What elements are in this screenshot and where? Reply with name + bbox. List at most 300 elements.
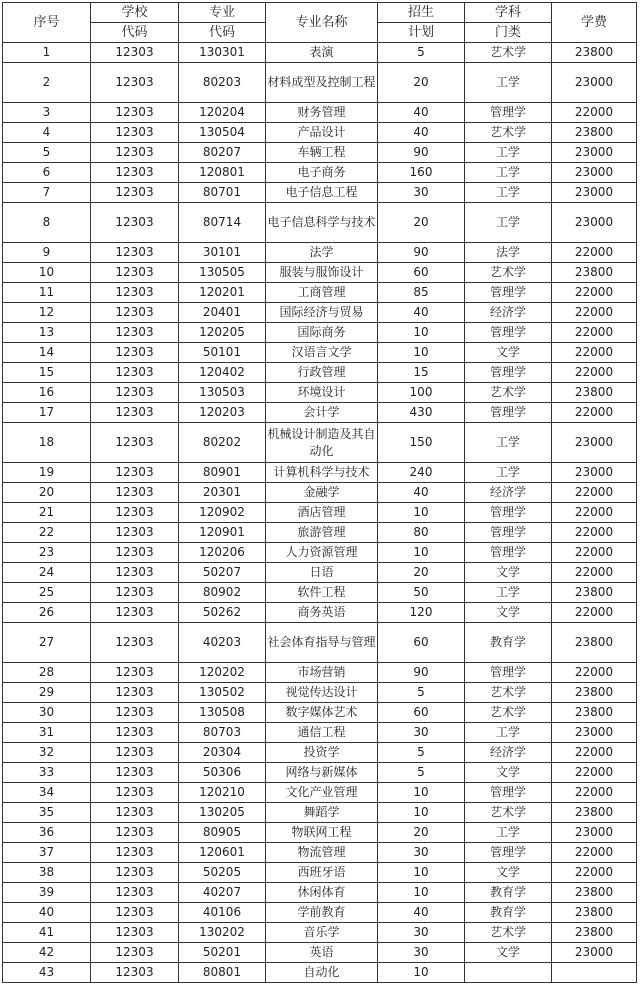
- cell-major-code: 120402: [179, 363, 266, 383]
- cell-seq: 18: [3, 423, 91, 463]
- cell-seq: 36: [3, 823, 91, 843]
- table-row: [3, 463, 637, 483]
- cell-category: 法学: [465, 243, 552, 263]
- cell-category: 工学: [465, 63, 552, 103]
- cell-seq: 4: [3, 123, 91, 143]
- cell-major-name: 物联网工程: [266, 823, 378, 843]
- cell-category: 管理学: [465, 523, 552, 543]
- cell-plan: 150: [378, 423, 465, 463]
- cell-major-code: 130505: [179, 263, 266, 283]
- cell-major-code: 50207: [179, 563, 266, 583]
- cell-seq: 23: [3, 543, 91, 563]
- table-row: [3, 803, 637, 823]
- cell-fee: 23800: [552, 123, 637, 143]
- cell-school-code: 12303: [91, 423, 179, 463]
- cell-major-code: 50306: [179, 763, 266, 783]
- cell-seq: 7: [3, 183, 91, 203]
- cell-major-code: 80801: [179, 963, 266, 983]
- cell-major-name: 文化产业管理: [266, 783, 378, 803]
- cell-fee: 22000: [552, 483, 637, 503]
- table-row: [3, 43, 637, 63]
- cell-school-code: 12303: [91, 603, 179, 623]
- cell-major-name: 表演: [266, 43, 378, 63]
- cell-major-name: 国际经济与贸易: [266, 303, 378, 323]
- cell-fee: 22000: [552, 363, 637, 383]
- table-row: [3, 883, 637, 903]
- cell-major-name: 西班牙语: [266, 863, 378, 883]
- table-row: [3, 663, 637, 683]
- cell-major-name: 工商管理: [266, 283, 378, 303]
- cell-major-code: 120201: [179, 283, 266, 303]
- cell-major-code: 50262: [179, 603, 266, 623]
- cell-major-name: 酒店管理: [266, 503, 378, 523]
- cell-major-name: 电子信息科学与技术: [266, 203, 378, 243]
- cell-major-code: 80701: [179, 183, 266, 203]
- cell-category: 管理学: [465, 843, 552, 863]
- cell-fee: 23000: [552, 943, 637, 963]
- cell-major-code: 130301: [179, 43, 266, 63]
- cell-major-name: 投资学: [266, 743, 378, 763]
- header-plan-bottom: 计划: [378, 23, 465, 43]
- cell-category: 艺术学: [465, 43, 552, 63]
- cell-plan: 10: [378, 883, 465, 903]
- cell-major-code: 130504: [179, 123, 266, 143]
- cell-seq: 1: [3, 43, 91, 63]
- cell-school-code: 12303: [91, 363, 179, 383]
- cell-fee: 22000: [552, 663, 637, 683]
- table-row: [3, 703, 637, 723]
- cell-school-code: 12303: [91, 143, 179, 163]
- cell-major-name: 物流管理: [266, 843, 378, 863]
- cell-fee: 22000: [552, 523, 637, 543]
- table-row: [3, 943, 637, 963]
- cell-major-code: 120202: [179, 663, 266, 683]
- cell-seq: 27: [3, 623, 91, 663]
- cell-plan: 120: [378, 603, 465, 623]
- cell-category: 文学: [465, 603, 552, 623]
- header-school-code-bottom: 代码: [91, 23, 179, 43]
- cell-fee: 23000: [552, 63, 637, 103]
- cell-fee: 22000: [552, 243, 637, 263]
- cell-seq: 17: [3, 403, 91, 423]
- header-fee: 学费: [552, 3, 637, 43]
- cell-plan: 50: [378, 583, 465, 603]
- cell-category: 工学: [465, 203, 552, 243]
- cell-fee: 22000: [552, 403, 637, 423]
- cell-school-code: 12303: [91, 463, 179, 483]
- cell-school-code: 12303: [91, 203, 179, 243]
- cell-major-code: 120206: [179, 543, 266, 563]
- cell-plan: 5: [378, 43, 465, 63]
- cell-fee: 23800: [552, 923, 637, 943]
- cell-fee: 23800: [552, 383, 637, 403]
- table-row: [3, 423, 637, 463]
- cell-fee: 23000: [552, 183, 637, 203]
- cell-major-name: 产品设计: [266, 123, 378, 143]
- cell-fee: 23800: [552, 583, 637, 603]
- cell-plan: 20: [378, 203, 465, 243]
- cell-fee: 22000: [552, 303, 637, 323]
- table-row: [3, 523, 637, 543]
- cell-category: 工学: [465, 423, 552, 463]
- cell-plan: 30: [378, 923, 465, 943]
- cell-major-name: 市场营销: [266, 663, 378, 683]
- cell-fee: 22000: [552, 603, 637, 623]
- cell-major-code: 130502: [179, 683, 266, 703]
- header-major-code-bottom: 代码: [179, 23, 266, 43]
- cell-plan: 10: [378, 963, 465, 983]
- cell-major-code: 80203: [179, 63, 266, 103]
- table-row: [3, 923, 637, 943]
- cell-fee: 22000: [552, 563, 637, 583]
- cell-category: 艺术学: [465, 703, 552, 723]
- cell-seq: 34: [3, 783, 91, 803]
- cell-plan: 90: [378, 243, 465, 263]
- cell-major-code: 80714: [179, 203, 266, 243]
- cell-school-code: 12303: [91, 823, 179, 843]
- cell-school-code: 12303: [91, 563, 179, 583]
- cell-plan: 5: [378, 683, 465, 703]
- cell-fee: 23000: [552, 203, 637, 243]
- cell-category: 文学: [465, 943, 552, 963]
- cell-fee: 23800: [552, 683, 637, 703]
- cell-major-name: 自动化: [266, 963, 378, 983]
- cell-plan: 40: [378, 303, 465, 323]
- cell-category: 工学: [465, 723, 552, 743]
- cell-seq: 12: [3, 303, 91, 323]
- cell-plan: 40: [378, 903, 465, 923]
- cell-seq: 22: [3, 523, 91, 543]
- cell-seq: 33: [3, 763, 91, 783]
- cell-category: 教育学: [465, 903, 552, 923]
- cell-school-code: 12303: [91, 783, 179, 803]
- cell-major-name: 车辆工程: [266, 143, 378, 163]
- cell-category: 经济学: [465, 483, 552, 503]
- cell-category: 教育学: [465, 623, 552, 663]
- cell-plan: 15: [378, 363, 465, 383]
- cell-plan: 60: [378, 263, 465, 283]
- cell-major-code: 120901: [179, 523, 266, 543]
- cell-major-code: 20401: [179, 303, 266, 323]
- header-major-code-top: 专业: [179, 3, 266, 23]
- table-row: [3, 263, 637, 283]
- cell-seq: 13: [3, 323, 91, 343]
- cell-major-name: 人力资源管理: [266, 543, 378, 563]
- cell-plan: 10: [378, 803, 465, 823]
- cell-fee: 23800: [552, 623, 637, 663]
- cell-major-code: 120210: [179, 783, 266, 803]
- cell-seq: 43: [3, 963, 91, 983]
- cell-fee: 23800: [552, 903, 637, 923]
- cell-plan: 10: [378, 323, 465, 343]
- cell-category: 管理学: [465, 283, 552, 303]
- cell-plan: 20: [378, 563, 465, 583]
- cell-plan: 5: [378, 743, 465, 763]
- cell-major-code: 50101: [179, 343, 266, 363]
- cell-major-code: 20301: [179, 483, 266, 503]
- cell-seq: 31: [3, 723, 91, 743]
- cell-category: 文学: [465, 343, 552, 363]
- cell-seq: 11: [3, 283, 91, 303]
- cell-major-code: 50205: [179, 863, 266, 883]
- table-row: [3, 963, 637, 983]
- cell-fee: 23000: [552, 723, 637, 743]
- cell-fee: 22000: [552, 343, 637, 363]
- cell-fee: 22000: [552, 283, 637, 303]
- admissions-table: [2, 2, 637, 983]
- cell-major-code: 120205: [179, 323, 266, 343]
- table-row: [3, 323, 637, 343]
- cell-school-code: 12303: [91, 763, 179, 783]
- cell-major-name: 材料成型及控制工程: [266, 63, 378, 103]
- cell-school-code: 12303: [91, 63, 179, 103]
- cell-fee: 22000: [552, 543, 637, 563]
- cell-category: 经济学: [465, 743, 552, 763]
- cell-major-name: 法学: [266, 243, 378, 263]
- cell-fee: 23000: [552, 463, 637, 483]
- cell-school-code: 12303: [91, 123, 179, 143]
- cell-fee: 22000: [552, 763, 637, 783]
- cell-fee: 22000: [552, 783, 637, 803]
- table-row: [3, 403, 637, 423]
- cell-plan: 60: [378, 703, 465, 723]
- cell-seq: 30: [3, 703, 91, 723]
- cell-school-code: 12303: [91, 683, 179, 703]
- table-header: [3, 3, 637, 43]
- cell-plan: 5: [378, 763, 465, 783]
- cell-seq: 42: [3, 943, 91, 963]
- cell-plan: 30: [378, 183, 465, 203]
- table-row: [3, 683, 637, 703]
- table-row: [3, 903, 637, 923]
- cell-major-code: 80703: [179, 723, 266, 743]
- cell-plan: 40: [378, 123, 465, 143]
- cell-seq: 2: [3, 63, 91, 103]
- cell-major-name: 数字媒体艺术: [266, 703, 378, 723]
- table-row: [3, 583, 637, 603]
- cell-plan: 90: [378, 663, 465, 683]
- cell-fee: 22000: [552, 863, 637, 883]
- cell-major-name: 商务英语: [266, 603, 378, 623]
- cell-plan: 10: [378, 503, 465, 523]
- cell-category: 管理学: [465, 403, 552, 423]
- cell-major-name: 行政管理: [266, 363, 378, 383]
- table-row: [3, 863, 637, 883]
- cell-seq: 16: [3, 383, 91, 403]
- cell-major-code: 80905: [179, 823, 266, 843]
- cell-school-code: 12303: [91, 583, 179, 603]
- cell-major-name: 金融学: [266, 483, 378, 503]
- header-school-code-top: 学校: [91, 3, 179, 23]
- header-seq: 序号: [3, 3, 91, 43]
- cell-major-name: 休闲体育: [266, 883, 378, 903]
- cell-category: 管理学: [465, 783, 552, 803]
- cell-school-code: 12303: [91, 703, 179, 723]
- cell-major-name: 舞蹈学: [266, 803, 378, 823]
- cell-seq: 3: [3, 103, 91, 123]
- cell-major-name: 机械设计制造及其自动化: [266, 423, 378, 463]
- cell-plan: 40: [378, 483, 465, 503]
- cell-category: 艺术学: [465, 123, 552, 143]
- cell-category: 管理学: [465, 503, 552, 523]
- cell-major-code: 80901: [179, 463, 266, 483]
- cell-category: 工学: [465, 143, 552, 163]
- cell-category: 工学: [465, 823, 552, 843]
- cell-seq: 41: [3, 923, 91, 943]
- table-row: [3, 843, 637, 863]
- cell-plan: 430: [378, 403, 465, 423]
- cell-major-name: 网络与新媒体: [266, 763, 378, 783]
- cell-plan: 40: [378, 103, 465, 123]
- table-row: [3, 203, 637, 243]
- cell-category: [465, 963, 552, 983]
- table-row: [3, 183, 637, 203]
- header-category-bottom: 门类: [465, 23, 552, 43]
- cell-fee: 23800: [552, 263, 637, 283]
- table-row: [3, 743, 637, 763]
- cell-plan: 80: [378, 523, 465, 543]
- cell-seq: 37: [3, 843, 91, 863]
- cell-fee: 23000: [552, 143, 637, 163]
- cell-major-code: 120204: [179, 103, 266, 123]
- cell-category: 管理学: [465, 323, 552, 343]
- table-row: [3, 343, 637, 363]
- cell-plan: 160: [378, 163, 465, 183]
- cell-seq: 40: [3, 903, 91, 923]
- header-major-name: 专业名称: [266, 3, 378, 43]
- cell-major-code: 130202: [179, 923, 266, 943]
- cell-fee: 23800: [552, 43, 637, 63]
- table-row: [3, 103, 637, 123]
- table-body: [3, 43, 637, 983]
- cell-school-code: 12303: [91, 43, 179, 63]
- cell-fee: 22000: [552, 743, 637, 763]
- cell-major-code: 130508: [179, 703, 266, 723]
- cell-school-code: 12303: [91, 963, 179, 983]
- cell-seq: 24: [3, 563, 91, 583]
- cell-category: 艺术学: [465, 803, 552, 823]
- cell-major-code: 30101: [179, 243, 266, 263]
- cell-school-code: 12303: [91, 323, 179, 343]
- cell-major-name: 服装与服饰设计: [266, 263, 378, 283]
- cell-school-code: 12303: [91, 523, 179, 543]
- cell-school-code: 12303: [91, 163, 179, 183]
- cell-plan: 30: [378, 723, 465, 743]
- header-category-top: 学科: [465, 3, 552, 23]
- cell-fee: 22000: [552, 103, 637, 123]
- cell-category: 工学: [465, 583, 552, 603]
- cell-seq: 8: [3, 203, 91, 243]
- table-row: [3, 503, 637, 523]
- cell-major-name: 音乐学: [266, 923, 378, 943]
- cell-plan: 20: [378, 823, 465, 843]
- cell-seq: 15: [3, 363, 91, 383]
- cell-school-code: 12303: [91, 483, 179, 503]
- cell-school-code: 12303: [91, 943, 179, 963]
- cell-fee: 23800: [552, 703, 637, 723]
- cell-fee: [552, 963, 637, 983]
- cell-major-code: 40207: [179, 883, 266, 903]
- cell-fee: 23000: [552, 423, 637, 463]
- cell-school-code: 12303: [91, 863, 179, 883]
- cell-major-name: 旅游管理: [266, 523, 378, 543]
- cell-seq: 26: [3, 603, 91, 623]
- cell-category: 艺术学: [465, 383, 552, 403]
- cell-school-code: 12303: [91, 183, 179, 203]
- cell-major-name: 环境设计: [266, 383, 378, 403]
- cell-seq: 10: [3, 263, 91, 283]
- cell-major-name: 电子信息工程: [266, 183, 378, 203]
- table-row: [3, 63, 637, 103]
- cell-school-code: 12303: [91, 723, 179, 743]
- cell-category: 文学: [465, 763, 552, 783]
- cell-category: 经济学: [465, 303, 552, 323]
- cell-major-code: 80902: [179, 583, 266, 603]
- cell-plan: 60: [378, 623, 465, 663]
- table-row: [3, 303, 637, 323]
- cell-category: 管理学: [465, 543, 552, 563]
- table-row: [3, 483, 637, 503]
- cell-major-name: 国际商务: [266, 323, 378, 343]
- cell-major-name: 电子商务: [266, 163, 378, 183]
- cell-seq: 38: [3, 863, 91, 883]
- cell-school-code: 12303: [91, 543, 179, 563]
- table-row: [3, 143, 637, 163]
- cell-seq: 5: [3, 143, 91, 163]
- cell-school-code: 12303: [91, 303, 179, 323]
- cell-fee: 23800: [552, 883, 637, 903]
- cell-category: 管理学: [465, 103, 552, 123]
- cell-fee: 22000: [552, 843, 637, 863]
- table-row: [3, 783, 637, 803]
- table-row: [3, 763, 637, 783]
- table-row: [3, 543, 637, 563]
- cell-major-code: 120203: [179, 403, 266, 423]
- cell-school-code: 12303: [91, 743, 179, 763]
- cell-seq: 6: [3, 163, 91, 183]
- cell-major-name: 视觉传达设计: [266, 683, 378, 703]
- cell-seq: 35: [3, 803, 91, 823]
- cell-category: 文学: [465, 863, 552, 883]
- cell-plan: 240: [378, 463, 465, 483]
- cell-seq: 14: [3, 343, 91, 363]
- cell-plan: 10: [378, 543, 465, 563]
- table-row: [3, 563, 637, 583]
- table-row: [3, 603, 637, 623]
- cell-plan: 100: [378, 383, 465, 403]
- cell-seq: 28: [3, 663, 91, 683]
- cell-plan: 30: [378, 843, 465, 863]
- cell-school-code: 12303: [91, 383, 179, 403]
- table-row: [3, 363, 637, 383]
- cell-category: 艺术学: [465, 923, 552, 943]
- cell-major-code: 130205: [179, 803, 266, 823]
- cell-category: 教育学: [465, 883, 552, 903]
- table-row: [3, 243, 637, 263]
- cell-school-code: 12303: [91, 403, 179, 423]
- cell-major-name: 软件工程: [266, 583, 378, 603]
- cell-major-code: 80202: [179, 423, 266, 463]
- cell-school-code: 12303: [91, 103, 179, 123]
- cell-seq: 29: [3, 683, 91, 703]
- table-row: [3, 283, 637, 303]
- cell-plan: 10: [378, 343, 465, 363]
- cell-school-code: 12303: [91, 243, 179, 263]
- cell-fee: 23000: [552, 823, 637, 843]
- cell-plan: 90: [378, 143, 465, 163]
- cell-category: 文学: [465, 563, 552, 583]
- cell-major-code: 40106: [179, 903, 266, 923]
